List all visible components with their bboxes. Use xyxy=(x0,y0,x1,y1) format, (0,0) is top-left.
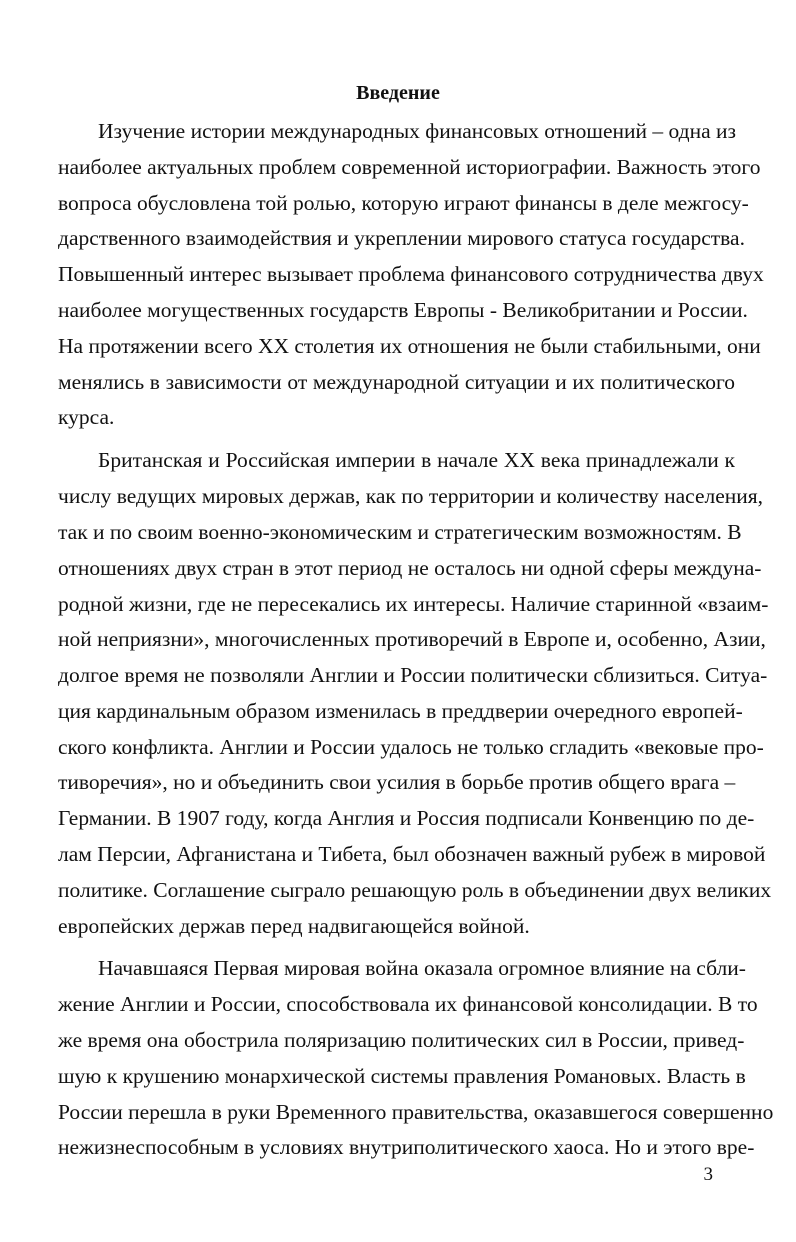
text-line: Германии. В 1907 году, когда Англия и Россия подписали Конвенцию по де- xyxy=(58,806,755,830)
text-line: лам Персии, Афганистана и Тибета, был обозначен важный рубеж в мировой xyxy=(58,842,766,866)
page-title: Введение xyxy=(356,82,440,104)
text-line: жение Англии и России, способствовала их финансовой консолидации. В то xyxy=(58,992,758,1016)
text-line: наиболее актуальных проблем современной историографии. Важность этого xyxy=(58,155,761,179)
text-line: менялись в зависимости от международной ситуации и их политического xyxy=(58,370,735,394)
text-line: Изучение истории международных финансовых отношений – одна из xyxy=(98,119,737,143)
text-line: отношениях двух стран в этот период не осталось ни одной сферы междуна- xyxy=(58,556,762,580)
text-line: На протяжении всего ХХ столетия их отношения не были стабильными, они xyxy=(58,334,761,358)
text-line: нежизнеспособным в условиях внутриполитического хаоса. Но и этого вре- xyxy=(58,1135,755,1159)
text-line: европейских держав перед надвигающейся войной. xyxy=(58,914,530,938)
text-line: ского конфликта. Англии и России удалось не только сгладить «вековые про- xyxy=(58,735,764,759)
text-line: вопроса обусловлена той ролью, которую играют финансы в деле межгосу- xyxy=(58,191,749,215)
text-line: дарственного взаимодействия и укреплении мирового статуса государства. xyxy=(58,226,745,250)
text-line: же время она обострила поляризацию политических сил в России, привед- xyxy=(58,1028,745,1052)
text-line: Начавшаяся Первая мировая война оказала огромное влияние на сбли- xyxy=(98,956,746,980)
text-line: тиворечия», но и объединить свои усилия в борьбе против общего врага – xyxy=(58,770,736,794)
text-line: родной жизни, где не пересекались их интересы. Наличие старинной «взаим- xyxy=(58,592,769,616)
text-line: ной неприязни», многочисленных противоречий в Европе и, особенно, Азии, xyxy=(58,627,766,651)
text-line: так и по своим военно-экономическим и стратегическим возможностям. В xyxy=(58,520,742,544)
text-line: наиболее могущественных государств Европы - Великобритании и России. xyxy=(58,298,748,322)
text-line: долгое время не позволяли Англии и России политически сблизиться. Ситуа- xyxy=(58,663,768,687)
text-line: политике. Соглашение сыграло решающую роль в объединении двух великих xyxy=(58,878,772,902)
text-line: курса. xyxy=(58,405,115,429)
text-line: России перешла в руки Временного правительства, оказавшегося совершенно xyxy=(58,1100,774,1124)
page-number: 3 xyxy=(703,1164,713,1185)
text-line: Британская и Российская империи в начале ХХ века принадлежали к xyxy=(98,448,735,472)
text-line: числу ведущих мировых держав, как по территории и количеству населения, xyxy=(58,484,764,508)
text-line: Повышенный интерес вызывает проблема финансового сотрудничества двух xyxy=(58,262,764,286)
text-line: шую к крушению монархической системы правления Романовых. Власть в xyxy=(58,1064,746,1088)
text-line: ция кардинальным образом изменилась в преддверии очередного европей- xyxy=(58,699,743,723)
